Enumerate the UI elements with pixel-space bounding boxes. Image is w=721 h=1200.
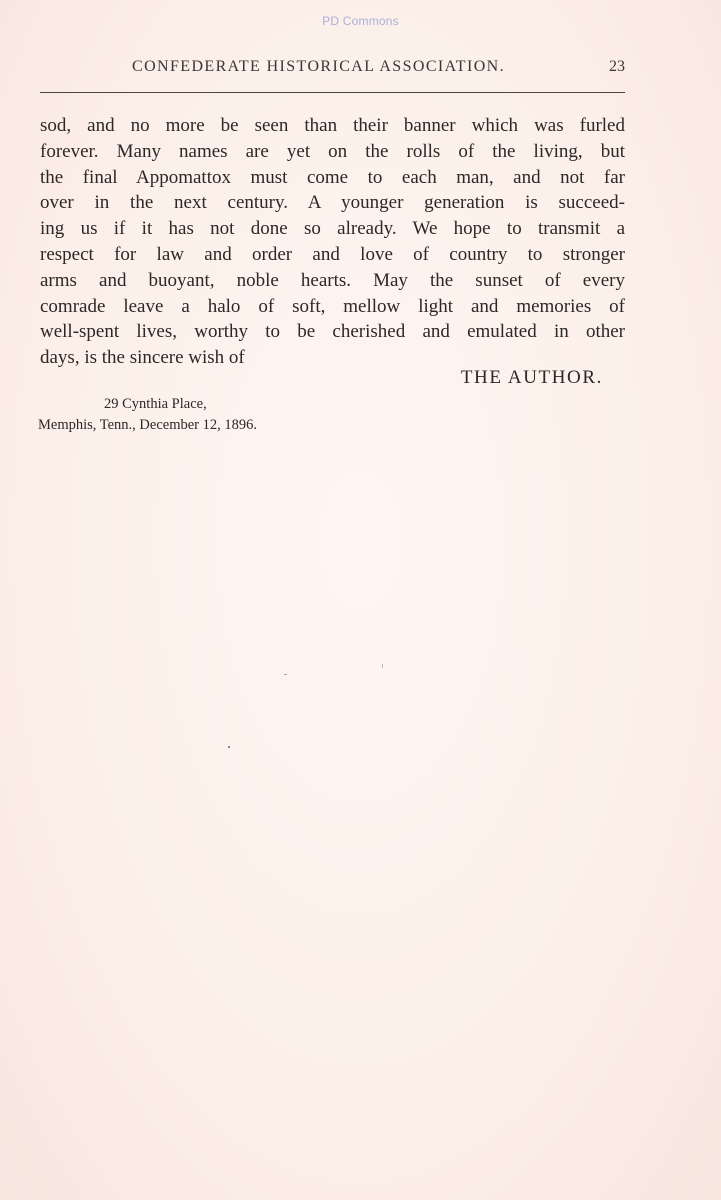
header-rule [40, 92, 625, 93]
body-line: the final Appomattox must come to each man, and not far [40, 166, 625, 188]
body-line: arms and buoyant, noble hearts. May the sunset of every [40, 269, 625, 291]
running-head [40, 58, 625, 80]
body-line: ing us if it has not done so already. We hope to transmit a [40, 218, 625, 240]
body-paragraph [40, 113, 625, 371]
paper-speck [382, 664, 383, 668]
author-signature: THE AUTHOR. [460, 367, 603, 388]
running-title: CONFEDERATE HISTORICAL ASSOCIATION. [132, 58, 506, 75]
body-line: forever. Many names are yet on the rolls of the living, but [40, 140, 625, 162]
paper-speck [284, 674, 287, 675]
body-line: sod, and no more be seen than their banner which was furled [40, 115, 625, 136]
page-number: 23 [609, 58, 625, 75]
body-line: respect for law and order and love of country to stronger [40, 243, 625, 265]
author-address [38, 394, 257, 436]
body-line: well-spent lives, worthy to be cherished and emulated in other [40, 321, 625, 343]
body-line: days, is the sincere wish of [40, 347, 245, 369]
address-city-date: Memphis, Tenn., December 12, 1896. [38, 417, 257, 433]
paper-speck [228, 746, 230, 748]
address-street: 29 Cynthia Place, [104, 396, 207, 412]
watermark-text: PD Commons [322, 14, 399, 28]
body-line: over in the next century. A younger generation is succeed- [40, 192, 625, 214]
body-line: comrade leave a halo of soft, mellow light and memories of [40, 295, 625, 317]
